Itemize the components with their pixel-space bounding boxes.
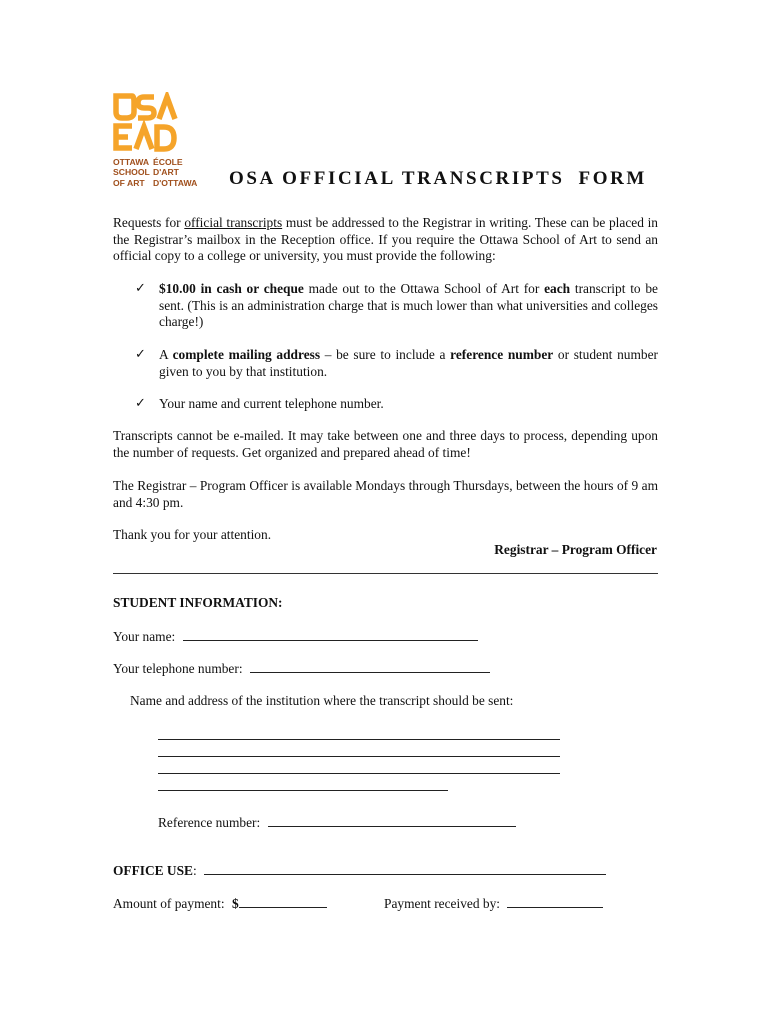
payment-label: Amount of payment: bbox=[113, 896, 225, 911]
logo-text-cell: SCHOOL bbox=[113, 167, 150, 178]
checkmark-icon: ✓ bbox=[135, 281, 146, 296]
address-line[interactable] bbox=[158, 790, 448, 791]
req-text: made out to the Ottawa School of Art for bbox=[303, 281, 545, 296]
req-bold: reference number bbox=[450, 347, 554, 362]
payment-field[interactable] bbox=[239, 895, 327, 908]
divider bbox=[113, 573, 658, 574]
office-use-heading: OFFICE USE bbox=[113, 863, 193, 878]
logo-text-cell: ÉCOLE bbox=[153, 157, 183, 167]
received-row bbox=[384, 895, 603, 912]
req-bold: each bbox=[544, 281, 571, 296]
req-text: Your name and current telephone number. bbox=[159, 396, 384, 411]
logo-text-cell: OF ART bbox=[113, 177, 145, 188]
req-bold: $10.00 in cash or cheque bbox=[159, 281, 304, 296]
received-field[interactable] bbox=[507, 895, 603, 908]
name-field[interactable] bbox=[183, 628, 478, 641]
reference-field[interactable] bbox=[268, 814, 516, 827]
req-text: – be sure to include a bbox=[320, 347, 451, 362]
office-use-row bbox=[113, 862, 606, 879]
official-transcripts-link: official transcripts bbox=[184, 215, 283, 230]
req-text: A bbox=[159, 347, 173, 362]
name-label: Your name: bbox=[113, 629, 176, 644]
phone-field[interactable] bbox=[250, 660, 490, 673]
req-bold: complete mailing address bbox=[172, 347, 321, 362]
dollar-sign: $ bbox=[231, 896, 239, 911]
req-text: or student number given to you by that institution. bbox=[159, 347, 658, 379]
req-text: transcript to be sent. (This is an administration charge that is much lower than what universities and colleges charge!) bbox=[159, 281, 658, 330]
reference-row bbox=[158, 814, 516, 831]
office-use-field[interactable] bbox=[204, 862, 606, 875]
intro-paragraph bbox=[113, 215, 658, 265]
thanks-note: Thank you for your attention. bbox=[113, 527, 272, 542]
logo-text-cell: D'ART bbox=[153, 167, 179, 178]
institution-label: Name and address of the institution where the transcript should be sent: bbox=[130, 693, 514, 708]
address-line[interactable] bbox=[158, 739, 560, 740]
name-row bbox=[113, 628, 478, 645]
checkmark-icon: ✓ bbox=[135, 347, 146, 362]
email-note: Transcripts cannot be e-mailed. It may take between one and three days to process, depending upon the number of requests. Get organized and prepared ahead of time! bbox=[113, 428, 658, 460]
page-title bbox=[229, 168, 647, 190]
phone-label: Your telephone number: bbox=[113, 661, 243, 676]
reference-label: Reference number: bbox=[158, 815, 261, 830]
received-label: Payment received by: bbox=[384, 896, 501, 911]
student-info-heading: STUDENT INFORMATION: bbox=[113, 595, 283, 610]
address-line[interactable] bbox=[158, 756, 560, 757]
requirement-contact bbox=[135, 396, 658, 413]
title-end: FORM bbox=[578, 168, 647, 189]
intro-text: Requests for bbox=[113, 215, 185, 230]
logo-text-cell: D'OTTAWA bbox=[153, 177, 198, 188]
requirement-address bbox=[135, 347, 658, 380]
office-use-colon: : bbox=[192, 863, 197, 878]
intro-text: must be addressed to the Registrar in writing. These can be placed in the Registrar’s mailbox in the Reception office. If you require the Ottawa School of Art to send an official copy to a college or university, you must provide the following: bbox=[113, 215, 658, 264]
logo-text-cell: OTTAWA bbox=[113, 157, 150, 167]
checkmark-icon: ✓ bbox=[135, 396, 146, 411]
hours-note: The Registrar – Program Officer is available Mondays through Thursdays, between the hours of 9 am and 4:30 pm. bbox=[113, 478, 658, 510]
payment-row bbox=[113, 895, 327, 912]
phone-row bbox=[113, 660, 490, 677]
address-line[interactable] bbox=[158, 773, 560, 774]
logo-text bbox=[113, 157, 197, 188]
title-main: OSA OFFICIAL TRANSCRIPTS bbox=[229, 168, 565, 189]
signature: Registrar – Program Officer bbox=[494, 542, 657, 557]
osa-logo-icon bbox=[112, 92, 178, 152]
requirement-payment bbox=[135, 281, 658, 331]
